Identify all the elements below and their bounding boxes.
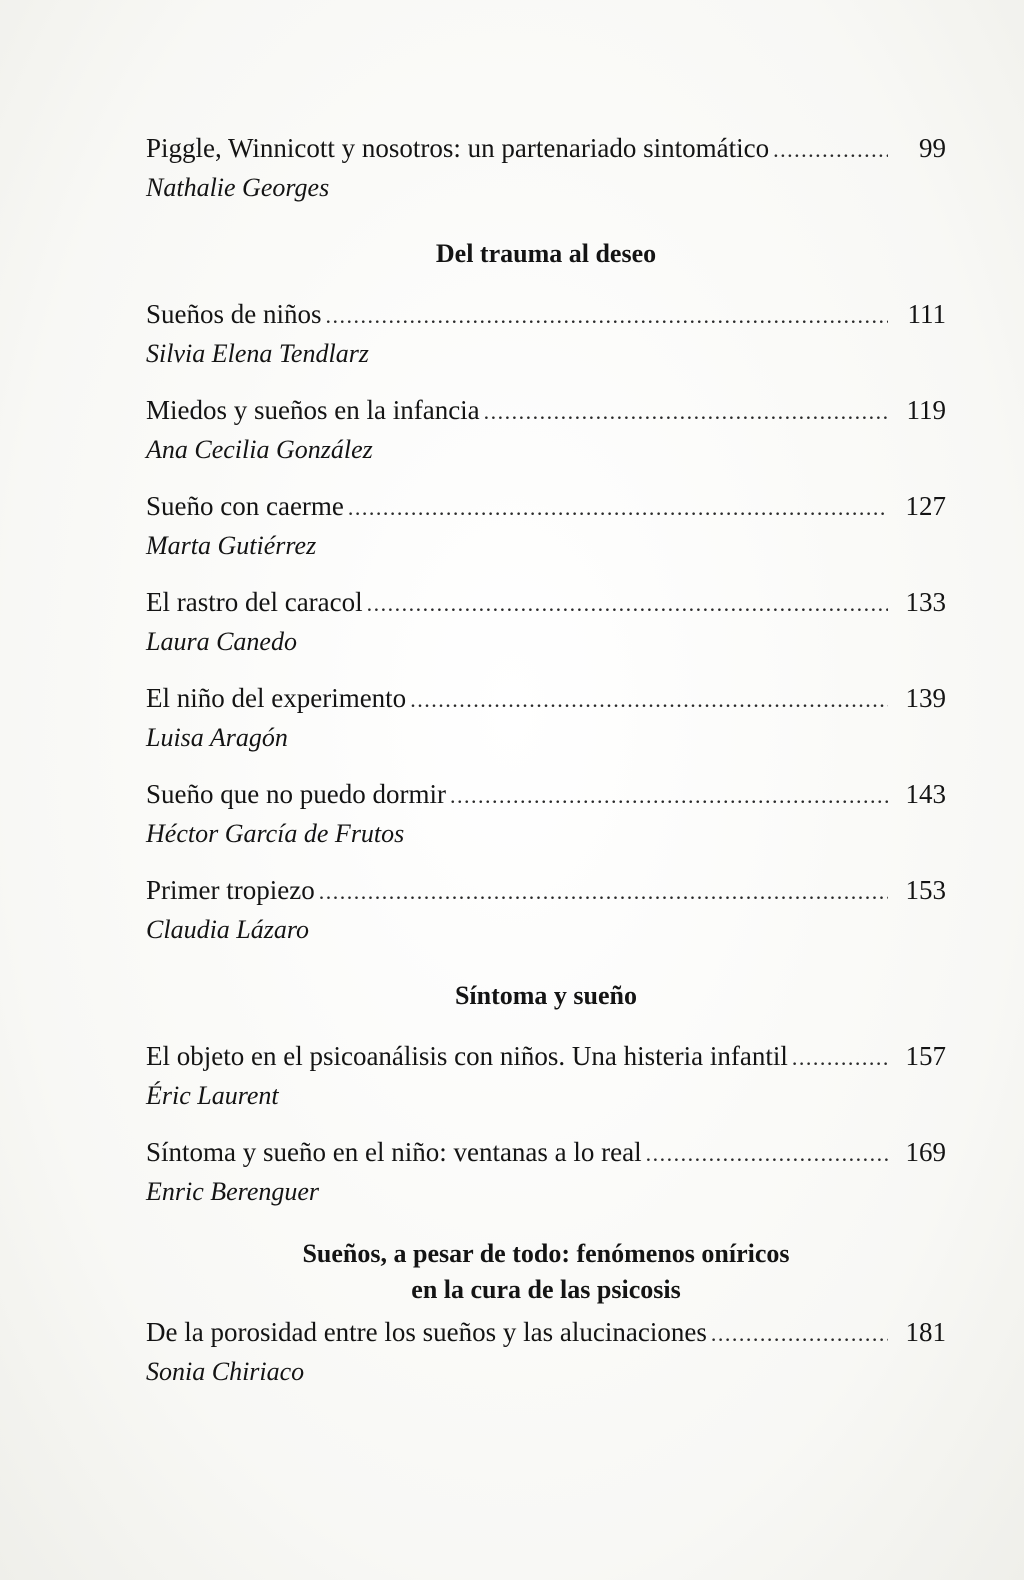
toc-entry-title: Sueño que no puedo dormir — [146, 779, 446, 809]
toc-entry-title: Primer tropiezo — [146, 875, 315, 905]
toc-entry-page: 99 — [919, 133, 946, 163]
toc-entry — [146, 294, 946, 372]
dot-leader — [450, 776, 888, 816]
toc-entry-line — [146, 870, 946, 912]
toc-entry-author: Marta Gutiérrez — [146, 531, 317, 560]
toc-entry-line — [146, 1132, 946, 1174]
toc-entry-title: Sueño con caerme — [146, 491, 344, 521]
section-title — [146, 236, 946, 272]
toc-entry-line — [146, 390, 946, 432]
dot-leader — [319, 872, 888, 912]
toc-entry-page: 139 — [905, 683, 946, 713]
toc-entry-line — [146, 1312, 946, 1354]
toc-entry-page: 157 — [905, 1041, 946, 1071]
toc-entry — [146, 678, 946, 756]
section-title-line: Del trauma al deseo — [435, 239, 657, 268]
table-of-contents — [146, 128, 946, 1408]
toc-entry-title: Síntoma y sueño en el niño: ventanas a lo real — [146, 1137, 642, 1167]
dot-leader — [348, 488, 888, 528]
toc-entry-title: El objeto en el psicoanálisis con niños. Una histeria infantil — [146, 1041, 788, 1071]
toc-entry — [146, 390, 946, 468]
dot-leader — [326, 296, 889, 336]
section-title-line: en la cura de las psicosis — [411, 1275, 681, 1304]
toc-entry-line — [146, 678, 946, 720]
toc-entry-title: Miedos y sueños en la infancia — [146, 395, 480, 425]
toc-entry — [146, 128, 946, 206]
toc-entry-author: Enric Berenguer — [146, 1177, 320, 1206]
toc-entry-author: Luisa Aragón — [146, 723, 288, 752]
toc-entry-line — [146, 128, 946, 170]
toc-entry — [146, 774, 946, 852]
toc-entry-author: Héctor García de Frutos — [146, 819, 405, 848]
toc-entry-author: Laura Canedo — [146, 627, 297, 656]
toc-entry — [146, 870, 946, 948]
toc-entry-page: 153 — [905, 875, 946, 905]
toc-entry — [146, 582, 946, 660]
toc-entry-title: Piggle, Winnicott y nosotros: un partenariado sintomático — [146, 133, 770, 163]
toc-entry-line — [146, 774, 946, 816]
section-title-line: Síntoma y sueño — [454, 981, 638, 1010]
toc-entry-page: 169 — [905, 1137, 946, 1167]
toc-entry-line — [146, 486, 946, 528]
toc-entry — [146, 486, 946, 564]
dot-leader — [773, 130, 888, 170]
toc-entry-title: Sueños de niños — [146, 299, 322, 329]
section-title — [146, 978, 946, 1014]
section-title — [146, 1236, 946, 1308]
toc-entry-page: 111 — [907, 299, 946, 329]
toc-entry-page: 181 — [905, 1317, 946, 1347]
toc-entry-author: Ana Cecilia González — [146, 435, 373, 464]
toc-entry-line — [146, 294, 946, 336]
toc-entry-page: 143 — [905, 779, 946, 809]
dot-leader — [367, 584, 888, 624]
toc-entry-line — [146, 1036, 946, 1078]
toc-entry — [146, 1312, 946, 1390]
toc-entry-title: El rastro del caracol — [146, 587, 363, 617]
toc-entry-author: Silvia Elena Tendlarz — [146, 339, 369, 368]
toc-entry-author: Nathalie Georges — [146, 173, 330, 202]
dot-leader — [410, 680, 888, 720]
toc-entry-page: 133 — [905, 587, 946, 617]
dot-leader — [792, 1038, 888, 1078]
toc-entry-author: Claudia Lázaro — [146, 915, 310, 944]
dot-leader — [646, 1134, 888, 1174]
toc-entry-line — [146, 582, 946, 624]
section-title-line: Sueños, a pesar de todo: fenómenos oníricos — [302, 1239, 790, 1268]
toc-entry-title: De la porosidad entre los sueños y las alucinaciones — [146, 1317, 707, 1347]
toc-entry-page: 127 — [905, 491, 946, 521]
toc-entry-title: El niño del experimento — [146, 683, 407, 713]
toc-entry-author: Éric Laurent — [146, 1081, 279, 1110]
toc-entry — [146, 1132, 946, 1210]
dot-leader — [711, 1314, 888, 1354]
toc-entry-page: 119 — [906, 395, 946, 425]
toc-entry — [146, 1036, 946, 1114]
toc-entry-author: Sonia Chiriaco — [146, 1357, 305, 1386]
dot-leader — [484, 392, 888, 432]
